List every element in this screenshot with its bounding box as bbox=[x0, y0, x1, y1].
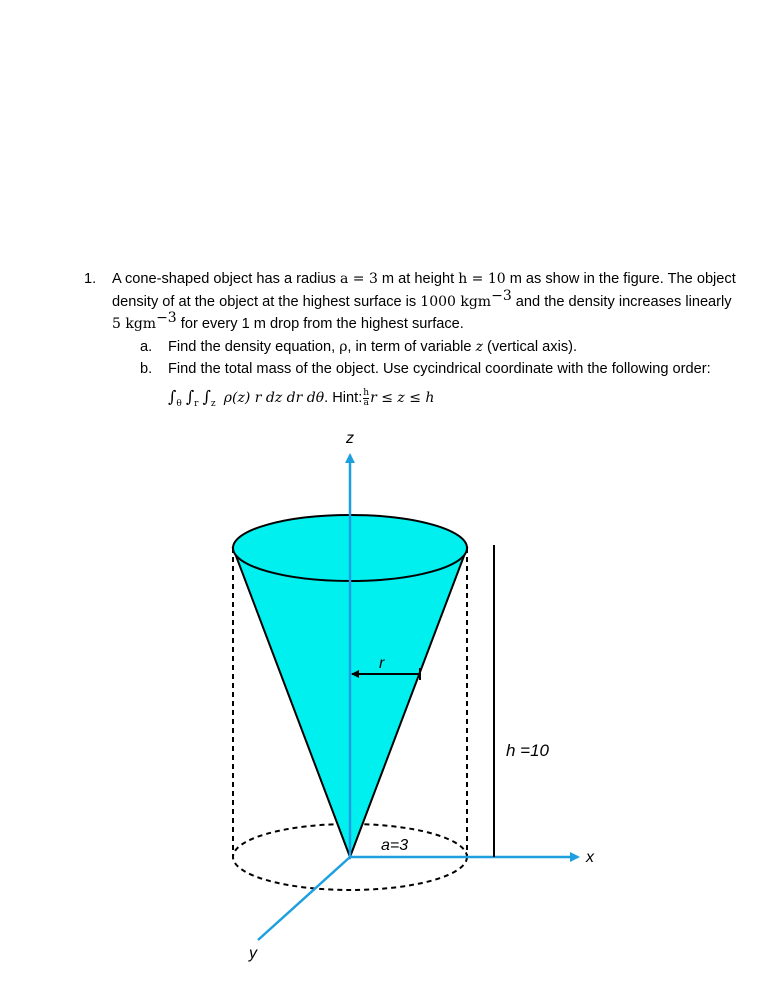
hint-label: . Hint: bbox=[324, 390, 363, 406]
y-axis-label: y bbox=[249, 945, 257, 962]
top-density-exponent: −3 bbox=[491, 287, 512, 304]
integral-r-sub: r bbox=[194, 398, 199, 409]
part-a-pre: Find the density equation, bbox=[168, 339, 340, 355]
fraction-denominator: a bbox=[363, 397, 369, 408]
integral-z-sub: z bbox=[210, 398, 216, 409]
z-variable: z bbox=[475, 339, 483, 355]
line2-post: and the density increases linearly bbox=[511, 293, 732, 310]
integral-theta: ∫ bbox=[168, 387, 177, 406]
height-label: h =10 bbox=[506, 741, 550, 760]
line2-pre: density of at the object at the highest surface is bbox=[112, 293, 421, 310]
part-a-post2: (vertical axis). bbox=[482, 339, 578, 355]
z-axis-label: z bbox=[346, 430, 354, 447]
line1-mid: m at height bbox=[377, 271, 459, 287]
density-rate-exponent: −3 bbox=[156, 310, 177, 327]
top-density-value: 1000 kgm bbox=[420, 293, 492, 310]
problem-number: 1. bbox=[84, 271, 97, 287]
height-value: h = 10 bbox=[458, 271, 506, 287]
radius-value: a = 3 bbox=[339, 271, 378, 287]
integral-r: ∫ bbox=[185, 387, 195, 406]
rho-symbol: ρ bbox=[339, 339, 348, 355]
integral-z: ∫ bbox=[202, 387, 211, 406]
integrand: ρ(z) r dz dr dθ bbox=[223, 390, 325, 406]
fraction-numerator: h bbox=[363, 387, 370, 398]
part-b-label: b. bbox=[140, 361, 153, 377]
part-a-label: a. bbox=[140, 339, 153, 355]
density-rate-value: 5 kgm bbox=[112, 316, 157, 332]
hint-inequality: r ≤ z ≤ h bbox=[370, 390, 435, 406]
y-axis bbox=[258, 857, 350, 940]
line1-post: m as show in the figure. The object bbox=[505, 271, 736, 287]
part-a-post: , in term of variable bbox=[347, 339, 476, 355]
radius-r-label: r bbox=[379, 655, 385, 672]
x-axis-label: x bbox=[586, 849, 594, 866]
part-b-text: Find the total mass of the object. Use cycindrical coordinate with the following order: bbox=[168, 361, 711, 377]
line1-pre: A cone-shaped object has a radius bbox=[112, 271, 340, 287]
line3-post: for every 1 m drop from the highest surface. bbox=[176, 316, 464, 332]
radius-a-label: a=3 bbox=[381, 837, 409, 854]
integral-theta-sub: θ bbox=[176, 398, 182, 409]
